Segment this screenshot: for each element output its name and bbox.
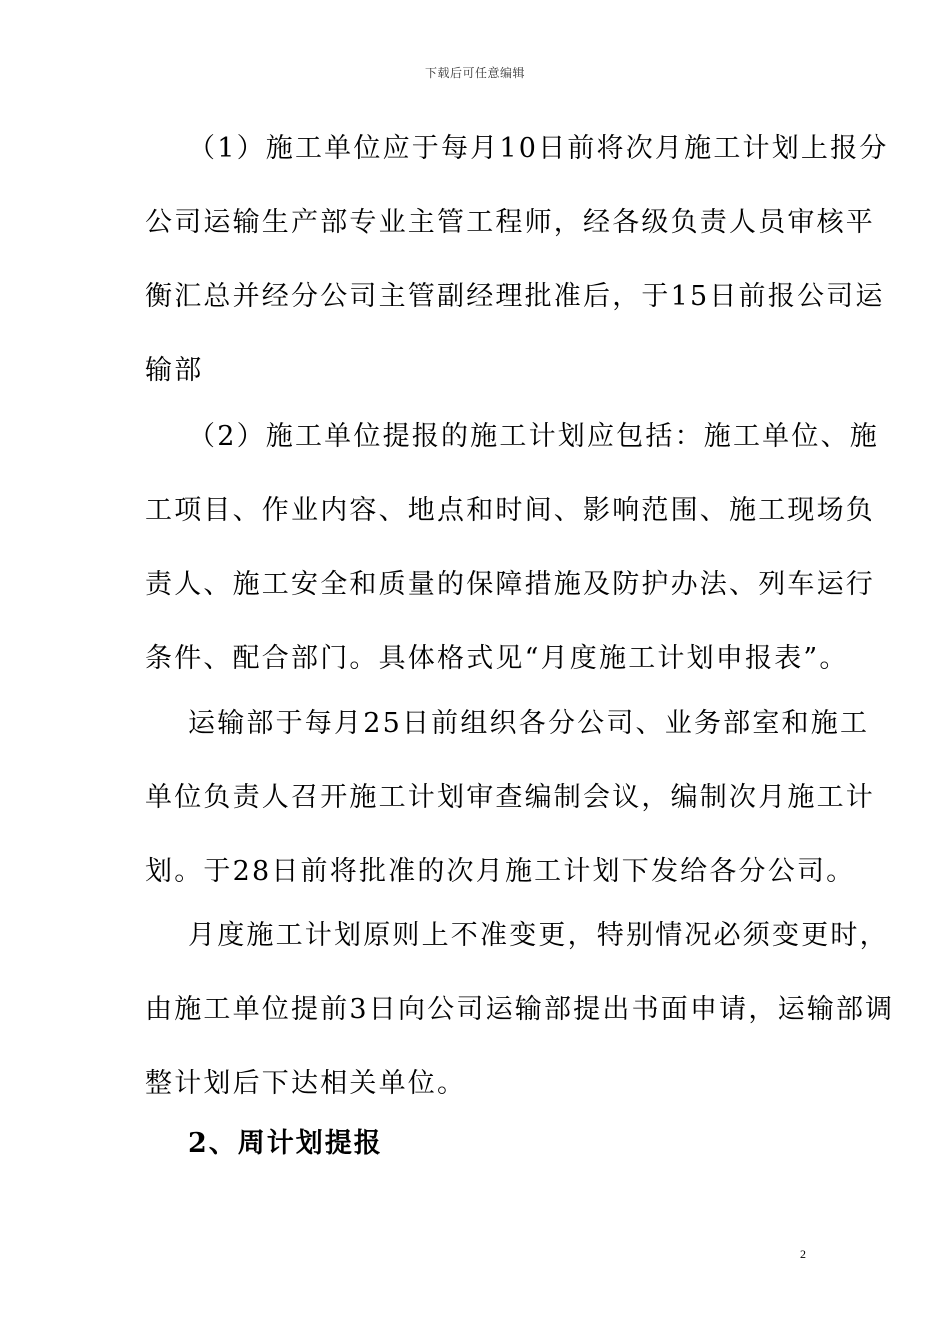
paragraph-line: 运输部于每月25日前组织各分公司、业务部室和施工 bbox=[188, 708, 870, 739]
paragraph-line: 输部 bbox=[145, 355, 204, 386]
paragraph-line: 公司运输生产部专业主管工程师，经各级负责人员审核平 bbox=[145, 207, 875, 238]
header-note: 下载后可任意编辑 bbox=[424, 66, 525, 80]
paragraph-line: 月度施工计划原则上不准变更，特别情况必须变更时， bbox=[188, 920, 889, 951]
paragraph-line: 条件、配合部门。具体格式见“月度施工计划申报表”。 bbox=[145, 643, 849, 674]
paragraph-line: （1）施工单位应于每月10日前将次月施工计划上报分 bbox=[188, 133, 889, 164]
paragraph-line: 划。于28日前将批准的次月施工计划下发给各分公司。 bbox=[145, 856, 856, 887]
paragraph-line: 由施工单位提前3日向公司运输部提出书面申请，运输部调 bbox=[145, 994, 895, 1025]
paragraph-line: 责人、施工安全和质量的保障措施及防护办法、列车运行 bbox=[145, 569, 875, 600]
paragraph-line: 工项目、作业内容、地点和时间、影响范围、施工现场负 bbox=[145, 495, 875, 526]
paragraph-line: 单位负责人召开施工计划审查编制会议，编制次月施工计 bbox=[145, 782, 875, 813]
paragraph-line: （2）施工单位提报的施工计划应包括：施工单位、施 bbox=[188, 421, 879, 452]
section-heading: 2、周计划提报 bbox=[188, 1128, 383, 1159]
page-number: 2 bbox=[800, 1247, 806, 1261]
paragraph-line: 衡汇总并经分公司主管副经理批准后，于15日前报公司运 bbox=[145, 281, 885, 312]
paragraph-line: 整计划后下达相关单位。 bbox=[145, 1068, 467, 1099]
